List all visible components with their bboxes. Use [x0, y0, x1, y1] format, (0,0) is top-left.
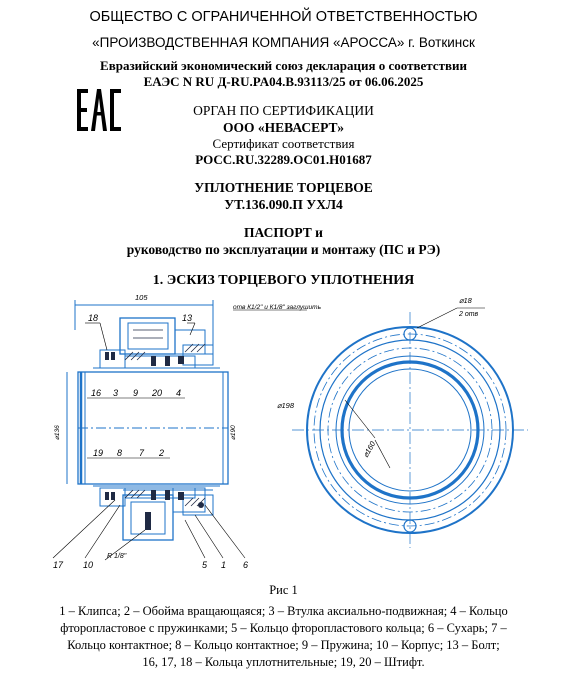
callout-9: 9	[133, 388, 139, 398]
callout-2: 2	[159, 448, 165, 458]
product-code: УТ.136.090.П УХЛ4	[224, 197, 343, 212]
document-subtitle: руководство по эксплуатации и монтажу (ПС и РЭ)	[126, 242, 441, 257]
seal-sketch-drawing	[45, 290, 545, 572]
legend-line-1: 1 – Клипса; 2 – Обойма вращающаяся; 3 – Втулка аксиально-подвижная; 4 – Кольцо	[59, 604, 508, 618]
callout-10: 10	[83, 560, 94, 570]
certification-body-name: ООО «НЕВАСЕРТ»	[223, 120, 344, 135]
legend-line-3: Кольцо контактное; 8 – Кольцо контактное; 9 – Пружина; 10 – Корпус; 13 – Болт;	[67, 638, 500, 652]
callout-3: 3	[113, 388, 119, 398]
callout-17: 17	[53, 560, 64, 570]
callout-8: 8	[117, 448, 123, 458]
callout-20: 20	[152, 388, 163, 398]
declaration-line1: Евразийский экономический союз декларация о соответствии	[100, 58, 467, 73]
declaration-line2: ЕАЭС N RU Д-RU.PA04.B.93113/25 от 06.06.2025	[143, 74, 424, 89]
dim-hole-count: 2 отв	[459, 311, 479, 318]
callout-13: 13	[182, 313, 193, 323]
document-title: ПАСПОРТ и	[244, 225, 323, 240]
company-name-line1: ОБЩЕСТВО С ОГРАНИЧЕННОЙ ОТВЕТСТВЕННОСТЬЮ	[89, 9, 478, 25]
section-title: 1. ЭСКИЗ ТОРЦЕВОГО УПЛОТНЕНИЯ	[152, 273, 415, 288]
callout-7: 7	[139, 448, 145, 458]
certificate-number: РОСС.RU.32289.ОС01.Н01687	[195, 152, 372, 167]
figure-label: Рис 1	[269, 583, 298, 597]
company-name-line2: «ПРОИЗВОДСТВЕННАЯ КОМПАНИЯ «АРОССА» г. Воткинск	[92, 35, 475, 50]
callout-5: 5	[202, 560, 208, 570]
dim-hole-diameter: ⌀18	[459, 296, 472, 305]
callout-18: 18	[88, 313, 99, 323]
note-thread-plugs: отв К1/2" и К1/8" заглушить	[233, 304, 321, 311]
callout-19: 19	[93, 448, 104, 458]
legend-line-2: фторопластовое с пружинками; 5 – Кольцо фторопластового кольца; 6 – Сухарь; 7 –	[60, 621, 507, 635]
dim-outer-diameter: ⌀198	[277, 401, 295, 410]
dim-left-diameter: ⌀136	[54, 425, 61, 440]
dim-inner-diameter: ⌀160	[360, 439, 378, 459]
legend-line-4: 16, 17, 18 – Кольца уплотнительные; 19, 20 – Штифт.	[142, 655, 425, 669]
callout-1: 1	[221, 560, 227, 570]
callout-16: 16	[91, 388, 102, 398]
callout-6: 6	[243, 560, 249, 570]
certification-body-label: ОРГАН ПО СЕРТИФИКАЦИИ	[193, 103, 374, 118]
callout-4: 4	[176, 388, 182, 398]
dim-105: 105	[135, 293, 148, 302]
dim-right-diameter: ⌀190	[230, 425, 237, 440]
certificate-label: Сертификат соответствия	[212, 136, 355, 151]
product-name: УПЛОТНЕНИЕ ТОРЦЕВОЕ	[194, 180, 373, 195]
thread-label: R 1/8"	[107, 553, 127, 560]
